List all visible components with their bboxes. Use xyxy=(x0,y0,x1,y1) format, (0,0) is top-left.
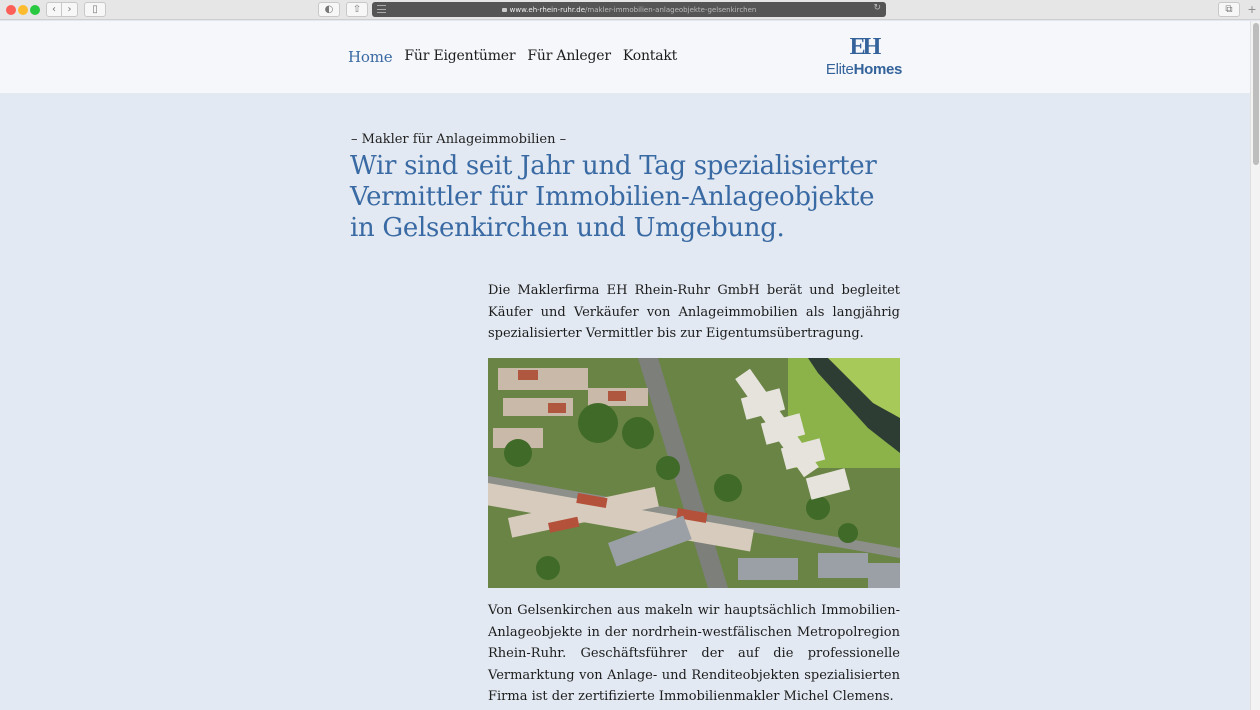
tabs-icon: ⧉ xyxy=(1225,4,1233,15)
share-button[interactable] xyxy=(346,2,368,17)
nav-item-fuer-anleger[interactable]: Für Anleger xyxy=(527,48,611,64)
site-header xyxy=(0,21,1250,93)
fullscreen-window-icon[interactable] xyxy=(30,5,40,15)
back-button[interactable] xyxy=(46,2,62,17)
page-title: Wir sind seit Jahr und Tag spezialisierter Vermittler für Immobilien-Anlageobjekte in Gelsenkirchen und Umgebung. xyxy=(350,151,877,243)
reload-icon[interactable]: ↻ xyxy=(873,3,881,13)
logo-mark: EH xyxy=(849,34,879,60)
logo-text-light: Elite xyxy=(825,61,854,78)
intro-paragraph: Die Maklerfirma EH Rhein-Ruhr GmbH berät und begleitet Käufer und Verkäufer von Anlageimmobilien als langjährig spezialisierter Vermittler bis zur Eigentumsübertragung. xyxy=(488,283,900,341)
aerial-city-photo xyxy=(488,358,900,588)
minimize-window-icon[interactable] xyxy=(18,5,28,15)
close-window-icon[interactable] xyxy=(6,5,16,15)
address-bar[interactable] xyxy=(372,2,886,17)
browser-toolbar xyxy=(0,0,1260,20)
main-navigation xyxy=(348,48,677,66)
nav-item-home[interactable]: Home xyxy=(348,48,393,66)
page-scrollbar[interactable] xyxy=(1250,21,1260,710)
new-tab-button[interactable]: + xyxy=(1247,3,1257,16)
nav-item-kontakt[interactable]: Kontakt xyxy=(622,48,678,64)
url-path: /makler-immobilien-anlageobjekte-gelsenkirchen xyxy=(585,5,757,14)
reader-view-icon[interactable] xyxy=(377,5,386,13)
logo-text-bold: Homes xyxy=(853,61,903,78)
sidebar-toggle-button[interactable] xyxy=(84,2,106,17)
share-icon: ⇧ xyxy=(352,4,362,15)
aerial-photo-illustration xyxy=(488,358,900,588)
lock-icon xyxy=(502,8,507,12)
section-kicker: – Makler für Anlageimmobilien – xyxy=(351,132,567,147)
sidebar-icon: ▯ xyxy=(92,4,98,15)
tab-overview-button[interactable] xyxy=(1218,2,1240,17)
logo-wordmark xyxy=(824,61,904,78)
main-content xyxy=(0,93,1250,710)
privacy-report-button[interactable] xyxy=(318,2,340,17)
url-host: www.eh-rhein-ruhr.de xyxy=(509,5,586,14)
scrollbar-thumb[interactable] xyxy=(1253,23,1259,165)
nav-item-fuer-eigentuemer[interactable]: Für Eigentümer xyxy=(404,48,516,64)
site-logo[interactable] xyxy=(824,35,904,78)
company-paragraph: Von Gelsenkirchen aus makeln wir hauptsächlich Immobilien-Anlageobjekte in der nordrhein-westfälischen Metropolregion Rhein-Ruhr. Geschäftsführer der auf die professionelle Vermarktung von Anlage- und Renditeobjekten spezialisierten Firma ist der zertifizierte Immobilienmakler Michel Clemens. xyxy=(488,603,900,704)
chevron-left-icon: ‹ xyxy=(52,4,56,15)
forward-button[interactable] xyxy=(62,2,78,17)
shield-icon: ◐ xyxy=(324,4,334,15)
chevron-right-icon: › xyxy=(67,4,72,15)
